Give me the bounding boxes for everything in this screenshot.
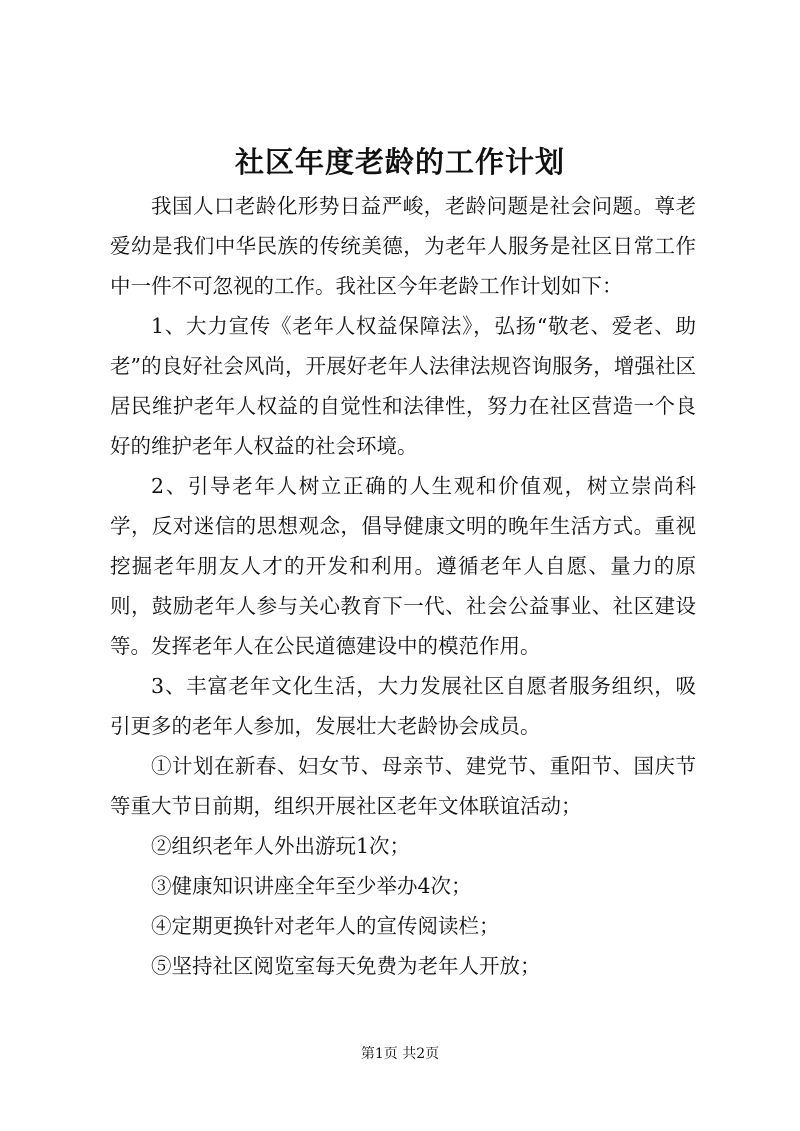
document-body — [110, 186, 696, 986]
document-title: 社区年度老龄的工作计划 — [234, 145, 565, 179]
page-footer: 第1页 共2页 — [360, 1046, 440, 1062]
sub-item-2: ②组织老年人外出游玩1次； — [151, 834, 411, 858]
paragraph-item-1: 1、大力宣传《老年人权益保障法》，弘扬“敬老、爱老、助老”的良好社会风尚，开展好老年人法律法规咨询服务，增强社区居民维护老年人权益的自觉性和法律性，努力在社区营造一个良好的维护老年人权益的社会环境。 — [110, 314, 696, 458]
paragraph-intro: 我国人口老龄化形势日益严峻，老龄问题是社会问题。尊老爱幼是我们中华民族的传统美德，为老年人服务是社区日常工作中一件不可忽视的工作。我社区今年老龄工作计划如下： — [110, 194, 696, 298]
sub-item-1: ①计划在新春、妇女节、母亲节、建党节、重阳节、国庆节等重大节日前期，组织开展社区老年文体联谊活动； — [110, 754, 696, 818]
paragraph-item-2: 2、引导老年人树立正确的人生观和价值观，树立崇尚科学，反对迷信的思想观念，倡导健康文明的晚年生活方式。重视挖掘老年朋友人才的开发和利用。遵循老年人自愿、量力的原则，鼓励老年人参与关心教育下一代、社会公益事业、社区建设等。发挥老年人在公民道德建设中的模范作用。 — [110, 474, 696, 658]
sub-item-3: ③健康知识讲座全年至少举办4次； — [151, 874, 472, 898]
sub-item-5: ⑤坚持社区阅览室每天免费为老年人开放； — [151, 954, 541, 978]
paragraph-item-3: 3、丰富老年文化生活，大力发展社区自愿者服务组织，吸引更多的老年人参加，发展壮大老龄协会成员。 — [110, 674, 696, 738]
sub-item-4: ④定期更换针对老年人的宣传阅读栏； — [151, 914, 500, 938]
